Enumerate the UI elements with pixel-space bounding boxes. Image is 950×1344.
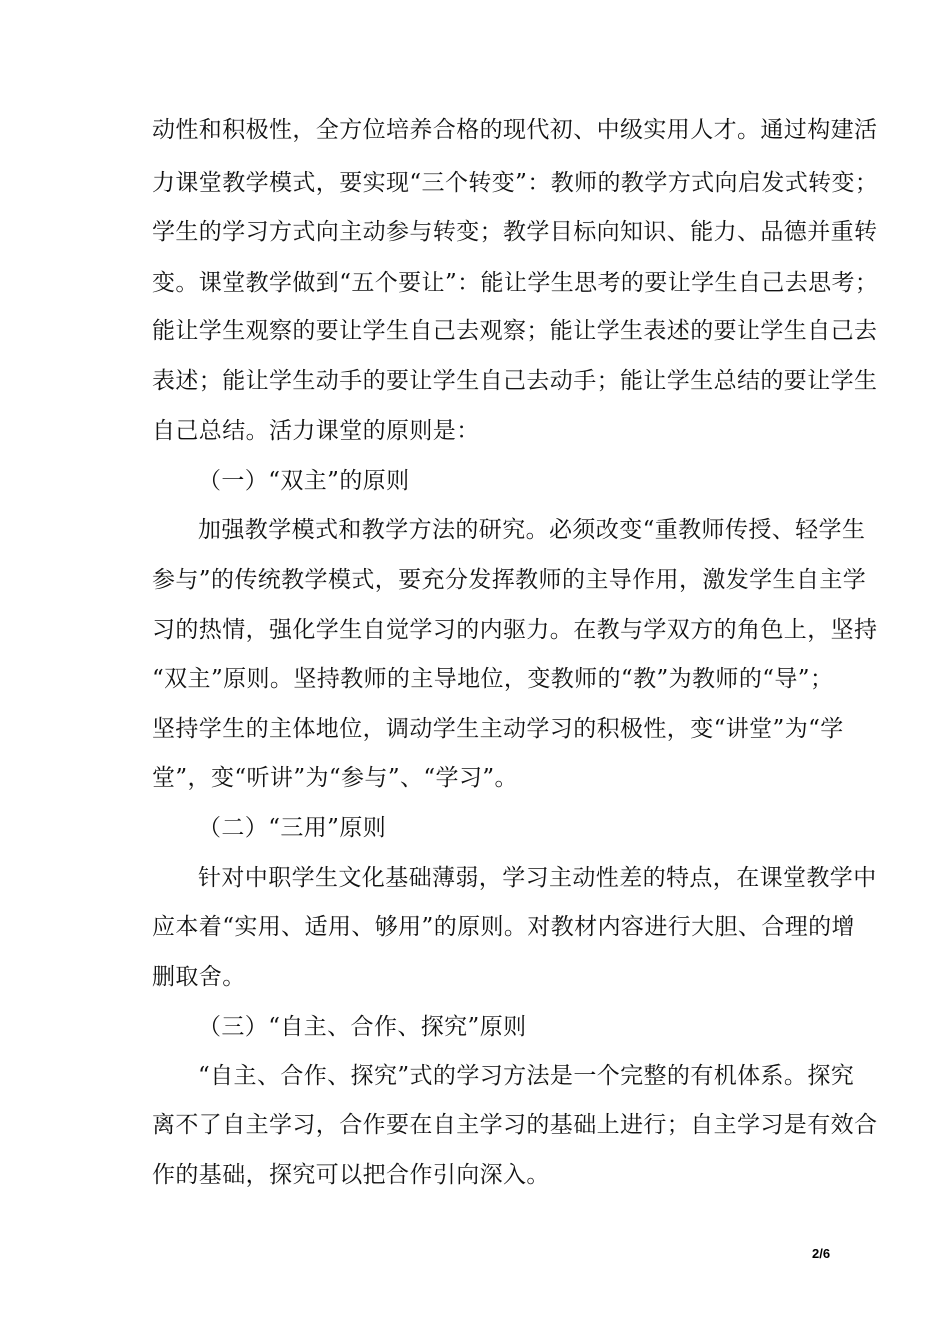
body-text-line: 坚持学生的主体地位，调动学生主动学习的积极性，变“讲堂”为“学 bbox=[152, 716, 844, 742]
body-text-line: 堂”，变“听讲”为“参与”、“学习”。 bbox=[152, 765, 518, 791]
section-heading-1: （一）“双主”的原则 bbox=[198, 468, 410, 494]
body-text-line: 表述；能让学生动手的要让学生自己去动手；能让学生总结的要让学生 bbox=[152, 368, 878, 394]
body-text-line: 加强教学模式和教学方法的研究。必须改变“重教师传授、轻学生 bbox=[198, 517, 866, 543]
body-text-line: 力课堂教学模式，要实现“三个转变”：教师的教学方式向启发式转变； bbox=[152, 170, 879, 196]
body-text-line: “双主”原则。坚持教师的主导地位，变教师的“教”为教师的“导”； bbox=[152, 666, 834, 692]
body-text-line: 删取舍。 bbox=[152, 964, 246, 990]
body-text-line: 动性和积极性，全方位培养合格的现代初、中级实用人才。通过构建活 bbox=[152, 117, 878, 143]
page-number: 2/6 bbox=[812, 1246, 831, 1261]
body-text-line: 针对中职学生文化基础薄弱，学习主动性差的特点，在课堂教学中 bbox=[198, 865, 877, 891]
body-text-line: 自己总结。活力课堂的原则是： bbox=[152, 418, 480, 444]
body-text-line: 习的热情，强化学生自觉学习的内驱力。在教与学双方的角色上，坚持 bbox=[152, 617, 878, 643]
body-text-line: 能让学生观察的要让学生自己去观察；能让学生表述的要让学生自己去 bbox=[152, 318, 878, 344]
section-heading-3: （三）“自主、合作、探究”原则 bbox=[198, 1014, 527, 1040]
body-text-line: 学生的学习方式向主动参与转变；教学目标向知识、能力、品德并重转 bbox=[152, 219, 878, 245]
body-text-line: 离不了自主学习，合作要在自主学习的基础上进行；自主学习是有效合 bbox=[152, 1112, 878, 1138]
section-heading-2: （二）“三用”原则 bbox=[198, 815, 387, 841]
body-text-line: 作的基础，探究可以把合作引向深入。 bbox=[152, 1162, 550, 1188]
body-text-line: 参与”的传统教学模式，要充分发挥教师的主导作用，激发学生自主学 bbox=[152, 567, 867, 593]
body-text-line: 变。课堂教学做到“五个要让”：能让学生思考的要让学生自己去思考； bbox=[152, 270, 879, 296]
body-text-line: 应本着“实用、适用、够用”的原则。对教材内容进行大胆、合理的增 bbox=[152, 914, 855, 940]
body-text-line: “自主、合作、探究”式的学习方法是一个完整的有机体系。探究 bbox=[198, 1063, 855, 1089]
